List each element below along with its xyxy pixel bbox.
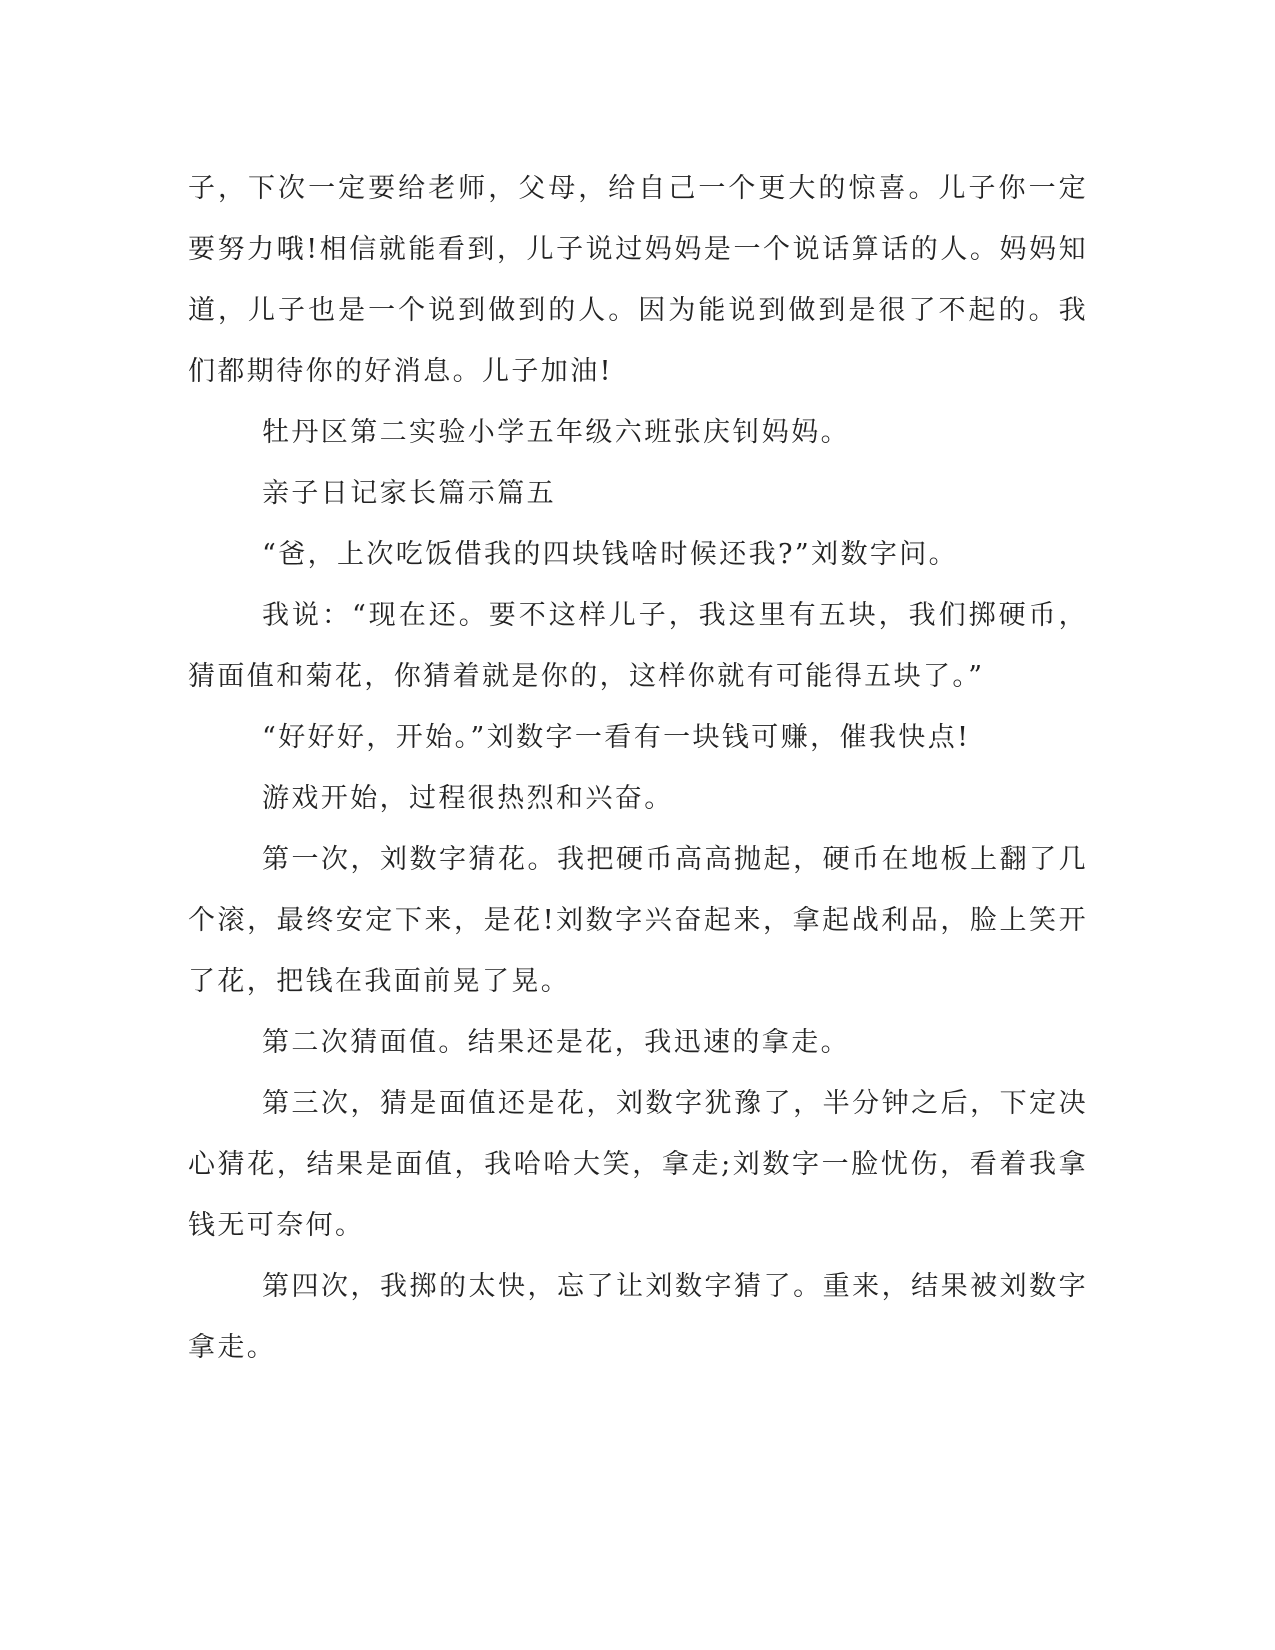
paragraph: 第三次，猜是面值还是花，刘数字犹豫了，半分钟之后，下定决心猜花，结果是面值，我哈哈大笑，拿走;刘数字一脸忧伤，看着我拿钱无可奈何。 bbox=[188, 1088, 1088, 1241]
paragraph-continuation: 子，下次一定要给老师，父母，给自己一个更大的惊喜。儿子你一定要努力哦!相信就能看到，儿子说过妈妈是一个说话算话的人。妈妈知道，儿子也是一个说到做到的人。因为能说到做到是很了不起的。我们都期待你的好消息。儿子加油! bbox=[188, 173, 1088, 387]
paragraph: 第四次，我掷的太快，忘了让刘数字猜了。重来，结果被刘数字拿走。 bbox=[188, 1271, 1088, 1363]
document-body bbox=[188, 158, 1088, 1378]
paragraph: 第二次猜面值。结果还是花，我迅速的拿走。 bbox=[262, 1027, 850, 1058]
paragraph: “爸，上次吃饭借我的四块钱啥时候还我?”刘数字问。 bbox=[262, 539, 959, 570]
paragraph: “好好好，开始。”刘数字一看有一块钱可赚，催我快点! bbox=[262, 722, 971, 753]
paragraph: 游戏开始，过程很热烈和兴奋。 bbox=[262, 783, 674, 814]
paragraph: 我说：“现在还。要不这样儿子，我这里有五块，我们掷硬币，猜面值和菊花，你猜着就是你的，这样你就有可能得五块了。” bbox=[188, 600, 1088, 692]
paragraph-signature: 牡丹区第二实验小学五年级六班张庆钊妈妈。 bbox=[262, 417, 850, 448]
paragraph: 第一次，刘数字猜花。我把硬币高高抛起，硬币在地板上翻了几个滚，最终安定下来，是花!刘数字兴奋起来，拿起战利品，脸上笑开了花，把钱在我面前晃了晃。 bbox=[188, 844, 1088, 997]
section-heading: 亲子日记家长篇示篇五 bbox=[262, 478, 556, 509]
